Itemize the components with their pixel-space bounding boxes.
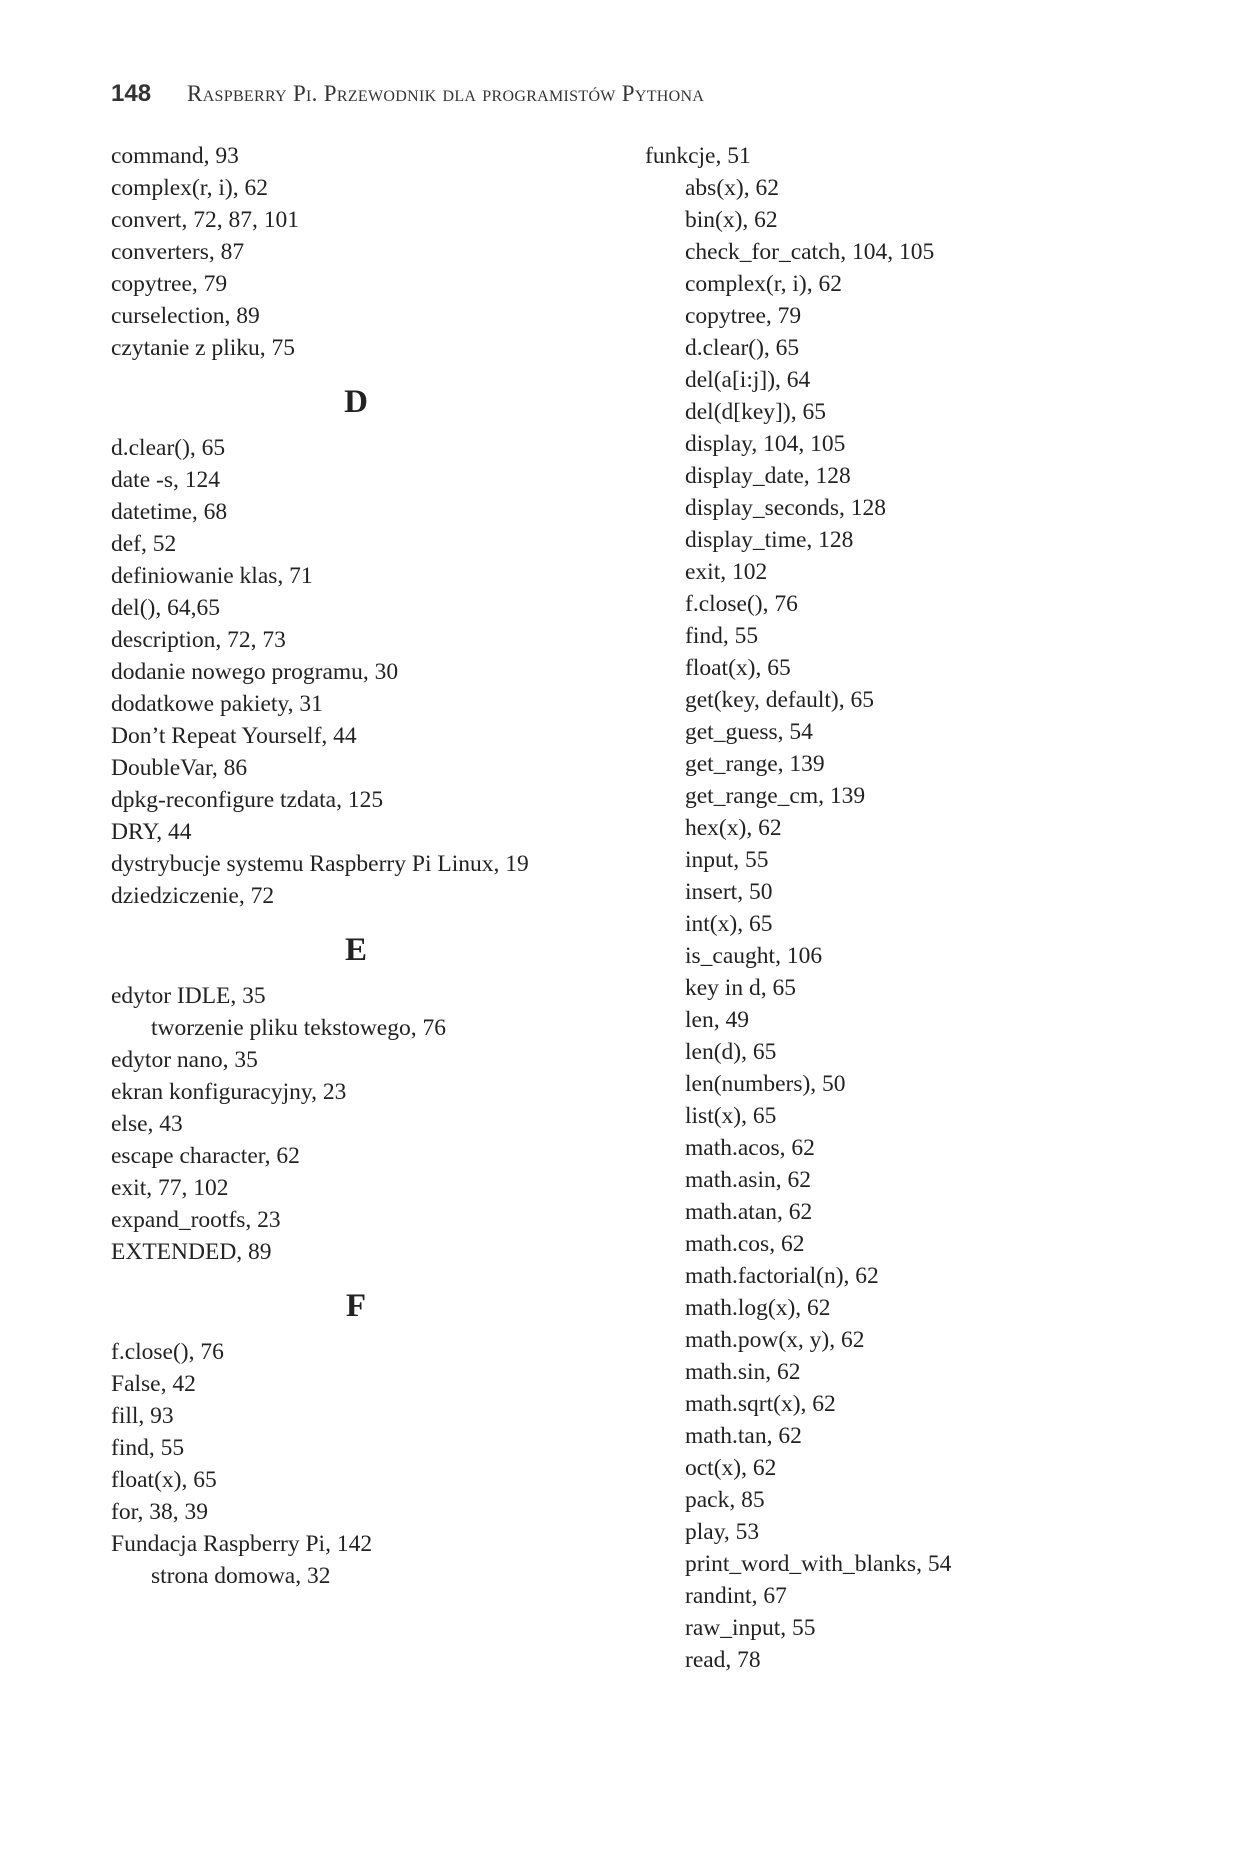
index-group-e: [111, 980, 671, 1268]
index-entry: description, 72, 73: [111, 627, 286, 653]
index-subentry: display_time, 128: [685, 527, 854, 553]
index-subentry: exit, 102: [685, 559, 768, 585]
index-entry: datetime, 68: [111, 499, 228, 525]
index-entry: EXTENDED, 89: [111, 1239, 272, 1265]
index-group-f: [111, 1336, 671, 1592]
index-entry: copytree, 79: [111, 271, 228, 297]
index-subentry: play, 53: [685, 1519, 760, 1545]
index-subentry: math.factorial(n), 62: [685, 1263, 879, 1289]
index-entry: converters, 87: [111, 239, 245, 265]
index-subentry: del(d[key]), 65: [685, 399, 826, 425]
index-entry: float(x), 65: [111, 1467, 217, 1493]
index-subentry: input, 55: [685, 847, 769, 873]
index-subentry: math.atan, 62: [685, 1199, 813, 1225]
index-subentry: get_range, 139: [685, 751, 825, 777]
index-entry: czytanie z pliku, 75: [111, 335, 296, 361]
index-entry: convert, 72, 87, 101: [111, 207, 299, 233]
index-entry: curselection, 89: [111, 303, 260, 329]
index-subentry: raw_input, 55: [685, 1615, 816, 1641]
index-entry: DoubleVar, 86: [111, 755, 248, 781]
index-subentry: math.log(x), 62: [685, 1295, 831, 1321]
index-column-right: [645, 140, 1205, 1676]
index-entry: escape character, 62: [111, 1143, 300, 1169]
index-subentry: len(d), 65: [685, 1039, 777, 1065]
index-subentry: oct(x), 62: [685, 1455, 777, 1481]
index-entry: DRY, 44: [111, 819, 192, 845]
running-header: [111, 80, 704, 108]
index-entry: dziedziczenie, 72: [111, 883, 275, 909]
index-subentry: float(x), 65: [685, 655, 791, 681]
index-subentry: print_word_with_blanks, 54: [685, 1551, 952, 1577]
index-entry: complex(r, i), 62: [111, 175, 268, 201]
index-column-left: [111, 140, 671, 1592]
index-subentry: complex(r, i), 62: [685, 271, 842, 297]
index-subentry: read, 78: [685, 1647, 761, 1673]
index-entry: definiowanie klas, 71: [111, 563, 313, 589]
index-entry: fill, 93: [111, 1403, 174, 1429]
index-subentry: math.asin, 62: [685, 1167, 811, 1193]
index-subentry: int(x), 65: [685, 911, 773, 937]
index-subentry: pack, 85: [685, 1487, 765, 1513]
index-subentry: abs(x), 62: [685, 175, 779, 201]
index-entry: False, 42: [111, 1371, 196, 1397]
index-entry: date -s, 124: [111, 467, 220, 493]
index-entry: edytor IDLE, 35: [111, 983, 266, 1009]
index-entry: Don’t Repeat Yourself, 44: [111, 723, 357, 749]
index-entry: command, 93: [111, 143, 239, 169]
index-subentry: d.clear(), 65: [685, 335, 800, 361]
index-subentry: check_for_catch, 104, 105: [685, 239, 935, 265]
index-subentry: list(x), 65: [685, 1103, 777, 1129]
index-entry: ekran konfiguracyjny, 23: [111, 1079, 347, 1105]
index-entry: else, 43: [111, 1111, 183, 1137]
index-entry: f.close(), 76: [111, 1339, 224, 1365]
index-subentry: strona domowa, 32: [151, 1563, 331, 1589]
index-subentry: copytree, 79: [685, 303, 802, 329]
index-subentry: tworzenie pliku tekstowego, 76: [151, 1015, 446, 1041]
index-subentry: hex(x), 62: [685, 815, 782, 841]
index-subentry: math.pow(x, y), 62: [685, 1327, 865, 1353]
index-subentry: f.close(), 76: [685, 591, 798, 617]
index-entry: dystrybucje systemu Raspberry Pi Linux, 19: [111, 851, 529, 877]
index-subentry: math.sqrt(x), 62: [685, 1391, 836, 1417]
index-subentry: key in d, 65: [685, 975, 796, 1001]
page-number: 148: [111, 80, 152, 107]
index-subentry: math.sin, 62: [685, 1359, 801, 1385]
index-subentry: math.tan, 62: [685, 1423, 802, 1449]
index-subentry: get_guess, 54: [685, 719, 813, 745]
index-entry: expand_rootfs, 23: [111, 1207, 281, 1233]
index-group-c: [111, 140, 671, 364]
index-entry: d.clear(), 65: [111, 435, 226, 461]
index-subentry: is_caught, 106: [685, 943, 823, 969]
index-entry: edytor nano, 35: [111, 1047, 258, 1073]
index-subentry: math.cos, 62: [685, 1231, 805, 1257]
index-subentry: del(a[i:j]), 64: [685, 367, 811, 393]
index-subentry: find, 55: [685, 623, 759, 649]
index-entry: dpkg-reconfigure tzdata, 125: [111, 787, 384, 813]
index-entry: def, 52: [111, 531, 177, 557]
index-subentry: randint, 67: [685, 1583, 787, 1609]
book-title: Raspberry Pi. Przewodnik dla programistów Pythona: [187, 81, 705, 106]
index-entry: dodanie nowego programu, 30: [111, 659, 399, 685]
index-subentry: math.acos, 62: [685, 1135, 815, 1161]
index-subentry: display, 104, 105: [685, 431, 846, 457]
funkcje-subentries: [645, 172, 1205, 1676]
section-letter-f: F: [345, 1288, 367, 1324]
index-entry: dodatkowe pakiety, 31: [111, 691, 323, 717]
index-subentry: display_seconds, 128: [685, 495, 887, 521]
index-entry: del(), 64,65: [111, 595, 220, 621]
section-letter-e: E: [344, 932, 367, 968]
index-subentry: len, 49: [685, 1007, 749, 1033]
index-entry-funkcje: funkcje, 51: [645, 143, 751, 169]
index-entry: Fundacja Raspberry Pi, 142: [111, 1531, 373, 1557]
index-subentry: insert, 50: [685, 879, 773, 905]
index-subentry: get(key, default), 65: [685, 687, 875, 713]
index-entry: find, 55: [111, 1435, 185, 1461]
index-group-d: [111, 432, 671, 912]
index-subentry: len(numbers), 50: [685, 1071, 846, 1097]
index-subentry: bin(x), 62: [685, 207, 778, 233]
index-entry: exit, 77, 102: [111, 1175, 229, 1201]
index-entry: for, 38, 39: [111, 1499, 208, 1525]
section-letter-d: D: [344, 384, 368, 420]
index-subentry: display_date, 128: [685, 463, 851, 489]
index-subentry: get_range_cm, 139: [685, 783, 866, 809]
